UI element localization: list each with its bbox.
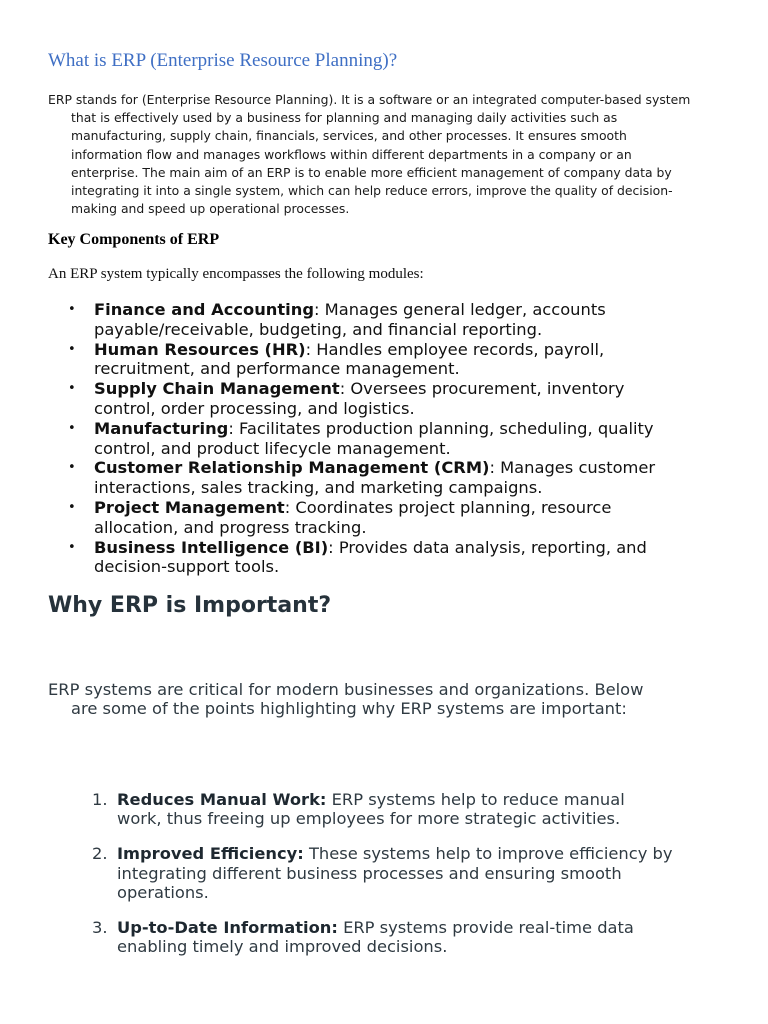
module-description: : Manages general ledger, accounts payable/receivable, budgeting, and financial reporting. [94, 300, 606, 339]
list-number: 2. [92, 844, 108, 864]
point-description: These systems help to improve efficiency by integrating different business processes and ensuring smooth operations. [117, 844, 673, 902]
point-title: Up-to-Date Information: [117, 918, 338, 938]
bullet: • [68, 341, 76, 357]
bullet: • [68, 302, 76, 317]
key-components-heading: Key Components of ERP [48, 231, 220, 248]
module-description: : Coordinates project planning, resource allocation, and progress tracking. [94, 497, 612, 537]
intro-paragraph: ERP stands for (Enterprise Resource Planning). It is a software or an integrated computer-based system that is effectively used by a business for planning and managing daily activities such as manufacturing, supply chain, financials, services, and other processes. It ensures smooth information flow and manages workflows within different departments in a company or an enterprise. The main aim of an ERP is to enable more efficient management of company data by integrating it into a single system, which can help reduce errors, improve the quality of decision-making and speed up operational processes. [48, 92, 691, 217]
module-name: Business Intelligence (BI) [94, 537, 329, 557]
importance-list [48, 790, 673, 972]
list-item [48, 844, 673, 902]
module-name: Project Management [94, 497, 285, 517]
bullet: • [68, 381, 76, 397]
why-erp-heading: Why ERP is Important? [48, 593, 332, 618]
list-item [48, 538, 678, 578]
list-item [48, 790, 673, 828]
list-item [48, 379, 678, 419]
list-item [48, 300, 678, 340]
module-description: : Provides data analysis, reporting, and decision-support tools. [94, 537, 647, 577]
list-item [48, 419, 678, 459]
bullet: • [68, 460, 76, 476]
bullet: • [68, 539, 76, 555]
modules-list [48, 300, 678, 577]
module-description: : Facilitates production planning, scheduling, quality control, and product lifecycle management. [94, 418, 654, 458]
module-description: : Handles employee records, payroll, recruitment, and performance management. [94, 339, 605, 379]
point-title: Improved Efficiency: [117, 844, 304, 864]
list-number: 3. [92, 918, 108, 938]
page-title: What is ERP (Enterprise Resource Planning)? [48, 50, 398, 71]
module-description: : Oversees procurement, inventory control, order processing, and logistics. [94, 379, 625, 418]
module-name: Human Resources (HR) [94, 339, 306, 359]
module-name: Manufacturing [94, 418, 229, 438]
bullet: • [68, 420, 76, 436]
list-item [48, 918, 673, 956]
point-description: ERP systems provide real-time data enabling timely and improved decisions. [117, 918, 634, 957]
bullet: • [68, 499, 76, 515]
modules-intro: An ERP system typically encompasses the following modules: [48, 266, 424, 282]
module-name: Supply Chain Management [94, 379, 340, 399]
list-item [48, 458, 678, 498]
list-item [48, 340, 678, 380]
list-item [48, 498, 678, 538]
point-title: Reduces Manual Work: [117, 790, 327, 809]
module-name: Customer Relationship Management (CRM) [94, 458, 490, 478]
list-number: 1. [92, 790, 108, 809]
module-name: Finance and Accounting [94, 300, 315, 319]
module-description: : Manages customer interactions, sales tracking, and marketing campaigns. [94, 458, 656, 498]
why-erp-intro: ERP systems are critical for modern businesses and organizations. Below are some of the points highlighting why ERP systems are important: [48, 680, 644, 719]
point-description: ERP systems help to reduce manual work, thus freeing up employees for more strategic activities. [117, 790, 625, 829]
